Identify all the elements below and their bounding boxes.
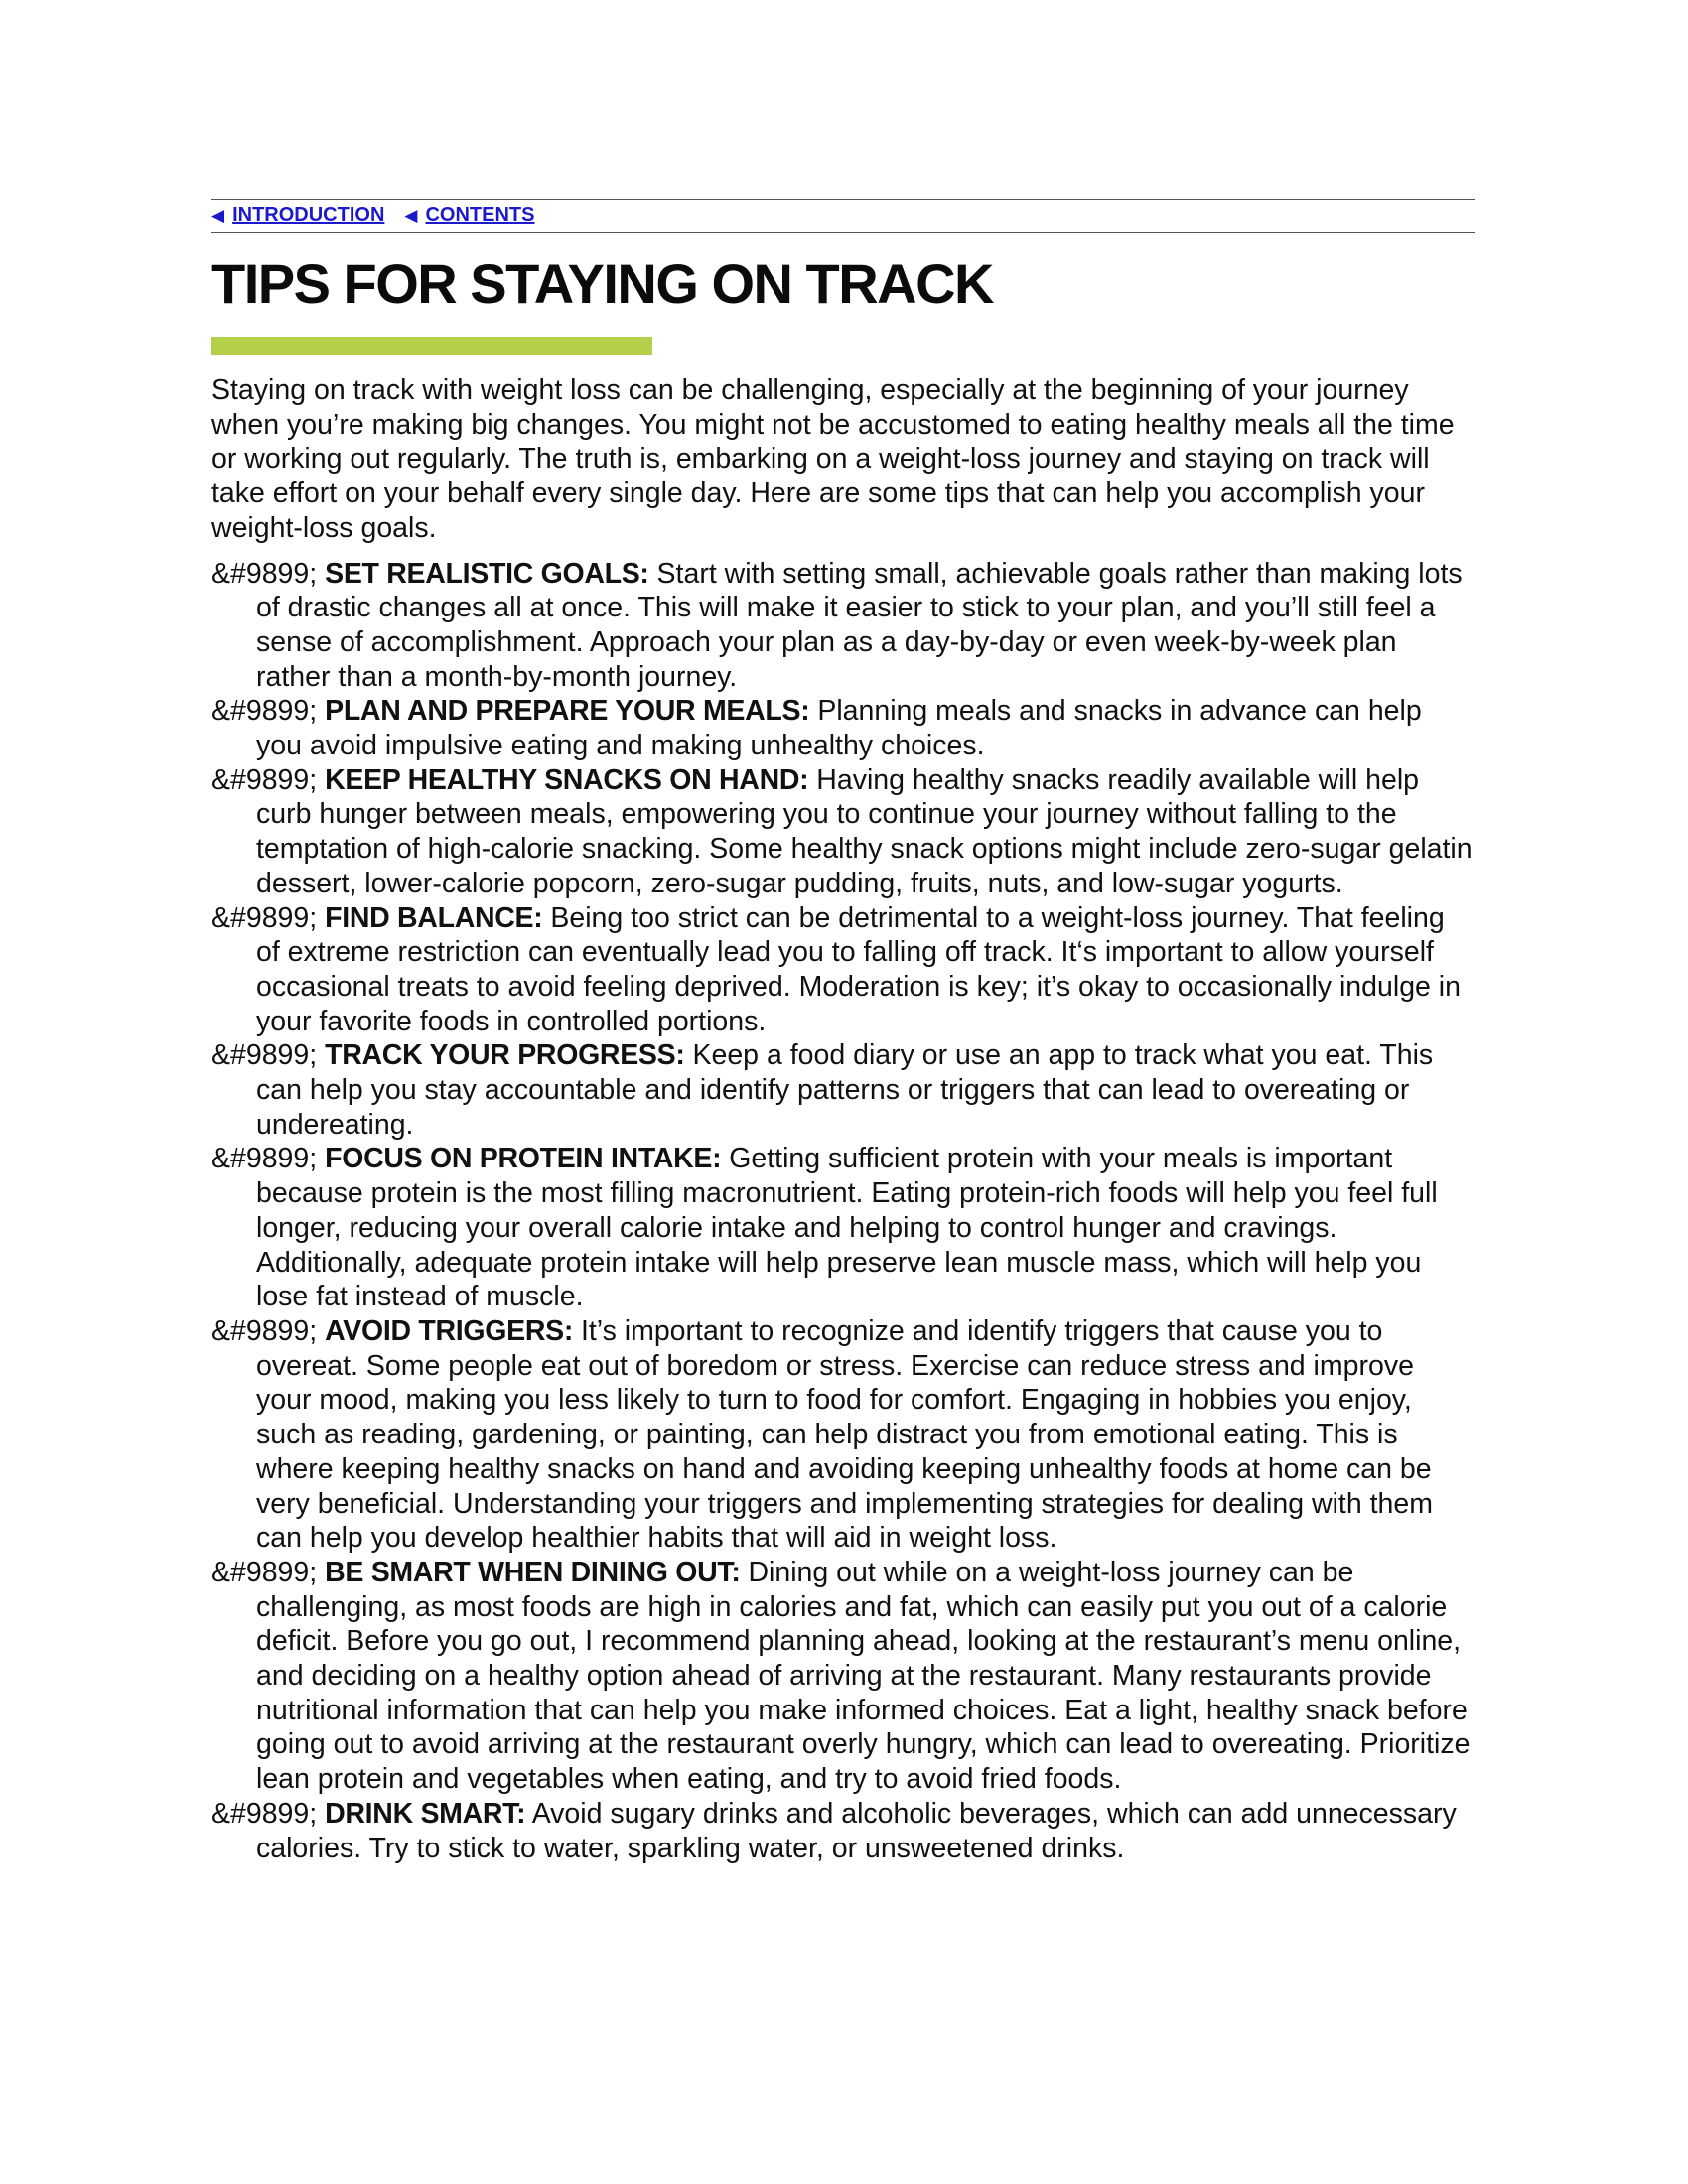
bullet-text: &#9899; <box>211 695 318 728</box>
tip-item <box>211 763 1475 901</box>
tip-item <box>211 1314 1475 1556</box>
tip-text: Start with setting small, achievable goals rather than making lots of drastic changes all at once. This will make it easier to stick to your plan, and you’ll still feel a sense of accomplishment. Approach your plan as a day-by-day or even week-by-week plan rather than a month-by-month journey. <box>256 557 1463 693</box>
tip-item <box>211 694 1475 762</box>
tip-text: Having healthy snacks readily available will help curb hunger between meals, empowering you to continue your journey without falling to the temptation of high-calorie snacking. Some healthy snack options might include zero-sugar gelatin dessert, lower-calorie popcorn, zero-sugar pudding, fruits, nuts, and low-sugar yogurts. <box>256 763 1473 899</box>
contents-link[interactable]: CONTENTS <box>425 205 535 226</box>
tip-heading: FIND BALANCE: <box>325 901 543 934</box>
tip-heading: TRACK YOUR PROGRESS: <box>325 1039 685 1072</box>
bullet-text: &#9899; <box>211 1556 318 1588</box>
introduction-link[interactable]: INTRODUCTION <box>232 205 385 226</box>
page <box>211 199 1475 1865</box>
tip-text: Planning meals and snacks in advance can help you avoid impulsive eating and making unhealthy choices. <box>256 695 1422 762</box>
tip-heading: AVOID TRIGGERS: <box>325 1314 574 1347</box>
tips-list <box>211 557 1475 1866</box>
tip-text: Avoid sugary drinks and alcoholic beverages, which can add unnecessary calories. Try to stick to water, sparkling water, or unsweetened drinks. <box>256 1797 1457 1864</box>
bullet-text: &#9899; <box>211 901 318 934</box>
tip-text: Keep a food diary or use an app to track what you eat. This can help you stay accountable and identify patterns or triggers that can lead to overeating or undereating. <box>256 1039 1434 1141</box>
page-title: TIPS FOR STAYING ON TRACK <box>211 252 993 315</box>
tip-text: Being too strict can be detrimental to a weight-loss journey. That feeling of extreme restriction can eventually lead you to falling off track. It‘s important to allow yourself occasional treats to avoid feeling deprived. Moderation is key; it’s okay to occasionally indulge in your favorite foods in controlled portions. <box>256 901 1461 1037</box>
bullet-text: &#9899; <box>211 1797 318 1830</box>
tip-text: Dining out while on a weight-loss journey can be challenging, as most foods are high in calories and fat, which can easily put you out of a calorie deficit. Before you go out, I recommend planning ahead, looking at the restaurant’s menu online, and deciding on a healthy option ahead of arriving at the restaurant. Many restaurants provide nutritional information that can help you make informed choices. Eat a light, healthy snack before going out to avoid arriving at the restaurant overly hungry, which can lead to overeating. Prioritize lean protein and vegetables when eating, and try to avoid fried foods. <box>256 1556 1471 1796</box>
tip-item <box>211 1797 1475 1865</box>
tip-heading: KEEP HEALTHY SNACKS ON HAND: <box>325 763 809 796</box>
tip-text: Getting sufficient protein with your meals is important because protein is the most filling macronutrient. Eating protein-rich foods will help you feel full longer, reducing your overall calorie intake and helping to control hunger and cravings. Additionally, adequate protein intake will help preserve lean muscle mass, which will help you lose fat instead of muscle. <box>256 1143 1438 1313</box>
intro-paragraph: Staying on track with weight loss can be challenging, especially at the beginning of your journey when you’re making big changes. You might not be accustomed to eating healthy meals all the time or working out regularly. The truth is, embarking on a weight-loss journey and staying on track will take effort on your behalf every single day. Here are some tips that can help you accomplish your weight-loss goals. <box>211 374 1455 544</box>
tip-heading: FOCUS ON PROTEIN INTAKE: <box>325 1143 722 1175</box>
tip-item <box>211 901 1475 1039</box>
tip-item <box>211 1142 1475 1314</box>
breadcrumb-nav <box>211 199 1475 233</box>
bullet-text: &#9899; <box>211 1039 318 1072</box>
bullet-text: &#9899; <box>211 557 318 590</box>
tip-heading: SET REALISTIC GOALS: <box>325 557 649 590</box>
bullet-text: &#9899; <box>211 1314 318 1347</box>
tip-heading: BE SMART WHEN DINING OUT: <box>325 1556 741 1588</box>
tip-heading: PLAN AND PREPARE YOUR MEALS: <box>325 695 810 728</box>
tip-text: It’s important to recognize and identify triggers that cause you to overeat. Some people eat out of boredom or stress. Exercise can reduce stress and improve your mood, making you less likely to turn to food for comfort. Engaging in hobbies you enjoy, such as reading, gardening, or painting, can help distract you from emotional eating. This is where keeping healthy snacks on hand and avoiding keeping unhealthy foods at home can be very beneficial. Understanding your triggers and implementing strategies for dealing with them can help you develop healthier habits that will aid in weight loss. <box>256 1314 1433 1555</box>
bullet-text: &#9899; <box>211 763 318 796</box>
back-arrow-icon: ◀ <box>404 206 418 225</box>
tip-heading: DRINK SMART: <box>325 1797 526 1830</box>
title-accent-rule <box>211 337 652 355</box>
bullet-text: &#9899; <box>211 1143 318 1175</box>
tip-item <box>211 1556 1475 1797</box>
tip-item <box>211 557 1475 695</box>
back-arrow-icon: ◀ <box>211 206 225 225</box>
tip-item <box>211 1038 1475 1142</box>
